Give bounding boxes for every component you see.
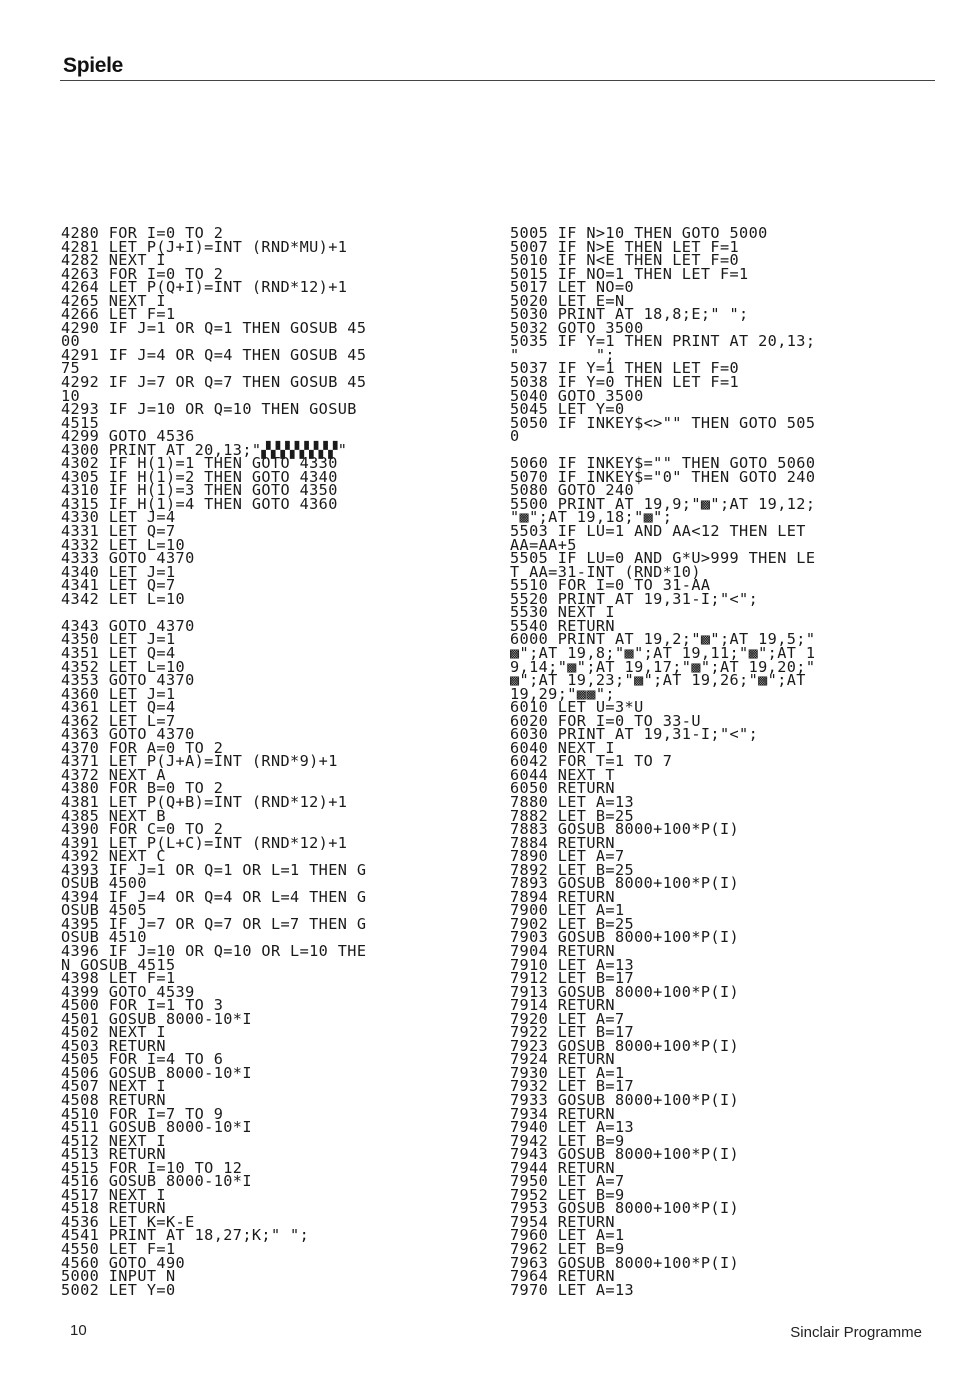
code-line: 7930 LET A=1 bbox=[510, 1063, 625, 1082]
code-line: 4502 NEXT I bbox=[61, 1023, 166, 1042]
code-line: 10 bbox=[61, 386, 81, 405]
code-line: 4330 LET J=4 bbox=[61, 508, 176, 527]
code-line: 5002 LET Y=0 bbox=[61, 1280, 176, 1299]
code-line: 7964 RETURN bbox=[510, 1267, 615, 1286]
code-line: 7914 RETURN bbox=[510, 996, 615, 1015]
code-line: 7954 RETURN bbox=[510, 1212, 615, 1231]
code-line: 7924 RETURN bbox=[510, 1050, 615, 1069]
code-line: 4560 GOTO 490 bbox=[61, 1253, 186, 1272]
code-line: 4380 FOR B=0 TO 2 bbox=[61, 779, 224, 798]
code-line: 7900 LET A=1 bbox=[510, 901, 625, 920]
code-line: 4343 GOTO 4370 bbox=[61, 616, 195, 635]
code-line: 5020 LET E=N bbox=[510, 291, 625, 310]
code-line: 5505 IF LU=0 AND G*U>999 THEN LE bbox=[510, 549, 816, 568]
code-line: 4506 GOSUB 8000-10*I bbox=[61, 1063, 252, 1082]
code-line: 7894 RETURN bbox=[510, 887, 615, 906]
code-line: 5005 IF N>10 THEN GOTO 5000 bbox=[510, 224, 768, 242]
code-line: 4340 LET J=1 bbox=[61, 562, 176, 581]
code-line: 4391 LET P(L+C)=INT (RND*12)+1 bbox=[61, 833, 348, 852]
code-line: 4372 NEXT A bbox=[61, 765, 166, 784]
code-line: 4501 GOSUB 8000-10*I bbox=[61, 1009, 252, 1028]
code-line: T AA=31-INT (RND*10) bbox=[510, 562, 701, 581]
code-line: 5007 IF N>E THEN LET F=1 bbox=[510, 237, 740, 256]
code-line: 4516 GOSUB 8000-10*I bbox=[61, 1172, 252, 1191]
code-line: 7910 LET A=13 bbox=[510, 955, 635, 974]
code-line: 7890 LET A=7 bbox=[510, 847, 625, 866]
code-line: 4550 LET F=1 bbox=[61, 1240, 176, 1259]
code-line: 7953 GOSUB 8000+100*P(I) bbox=[510, 1199, 740, 1218]
code-line: 6040 NEXT I bbox=[510, 738, 615, 757]
code-line: 5080 GOTO 240 bbox=[510, 481, 635, 500]
code-line: 7943 GOSUB 8000+100*P(I) bbox=[510, 1145, 740, 1164]
code-line: AA=AA+5 bbox=[510, 535, 577, 554]
code-line: 7902 LET B=25 bbox=[510, 914, 635, 933]
code-line: 4381 LET P(Q+B)=INT (RND*12)+1 bbox=[61, 792, 348, 811]
code-line: 7934 RETURN bbox=[510, 1104, 615, 1123]
code-line: 4331 LET Q=7 bbox=[61, 522, 176, 541]
code-line: 4536 LET K=K-E bbox=[61, 1212, 195, 1231]
code-line: 7963 GOSUB 8000+100*P(I) bbox=[510, 1253, 740, 1272]
code-line: 5540 RETURN bbox=[510, 616, 615, 635]
code-line: 4541 PRINT AT 18,27;K;" "; bbox=[61, 1226, 310, 1245]
header-rule bbox=[60, 80, 935, 81]
code-line: 4385 NEXT B bbox=[61, 806, 166, 825]
code-line: 6000 PRINT AT 19,2;"▩";AT 19,5;" bbox=[510, 630, 816, 649]
code-line: 5510 FOR I=0 TO 31-AA bbox=[510, 576, 711, 595]
code-line: 4361 LET Q=4 bbox=[61, 698, 176, 717]
code-line: 4508 RETURN bbox=[61, 1091, 166, 1109]
code-line: 6050 RETURN bbox=[510, 779, 615, 798]
code-line: 4290 IF J=1 OR Q=1 THEN GOSUB 45 bbox=[61, 318, 367, 337]
code-line: 5045 LET Y=0 bbox=[510, 400, 625, 419]
code-line: 4350 LET J=1 bbox=[61, 630, 176, 649]
code-line: 4264 LET P(Q+I)=INT (RND*12)+1 bbox=[61, 278, 348, 297]
code-line: 4332 LET L=10 bbox=[61, 535, 186, 554]
code-line: 4390 FOR C=0 TO 2 bbox=[61, 820, 224, 839]
code-line: 5037 IF Y=1 THEN LET F=0 bbox=[510, 359, 740, 378]
code-line: 4310 IF H(1)=3 THEN GOTO 4350 bbox=[61, 481, 338, 500]
code-line: 7903 GOSUB 8000+100*P(I) bbox=[510, 928, 740, 947]
code-line: 5030 PRINT AT 18,8;E;" "; bbox=[510, 305, 749, 324]
code-line: 4353 GOTO 4370 bbox=[61, 671, 195, 690]
code-line: 4398 LET F=1 bbox=[61, 969, 176, 988]
code-line: 5060 IF INKEY$="" THEN GOTO 5060 bbox=[510, 454, 816, 473]
code-line: 4352 LET L=10 bbox=[61, 657, 186, 676]
code-line: 4515 bbox=[61, 413, 100, 432]
code-line: 5500 PRINT AT 19,9;"▩";AT 19,12; bbox=[510, 494, 816, 513]
code-line: 5010 IF N<E THEN LET F=0 bbox=[510, 251, 740, 270]
code-line: N GOSUB 4515 bbox=[61, 955, 176, 974]
code-line: 7933 GOSUB 8000+100*P(I) bbox=[510, 1091, 740, 1109]
code-line: 4392 NEXT C bbox=[61, 847, 166, 866]
code-line: 4333 GOTO 4370 bbox=[61, 549, 195, 568]
code-line: 00 bbox=[61, 332, 81, 351]
code-line: ▩";AT 19,23;"▩";AT 19,26;"▩";AT bbox=[510, 671, 806, 690]
code-line: 7912 LET B=17 bbox=[510, 969, 635, 988]
code-line: 7882 LET B=25 bbox=[510, 806, 635, 825]
code-line: 7942 LET B=9 bbox=[510, 1131, 625, 1150]
code-line: 4299 GOTO 4536 bbox=[61, 427, 195, 446]
code-line: 4393 IF J=1 OR Q=1 OR L=1 THEN G bbox=[61, 860, 367, 879]
code-line: 7904 RETURN bbox=[510, 941, 615, 960]
code-line: 4282 NEXT I bbox=[61, 251, 166, 270]
code-line: 5503 IF LU=1 AND AA<12 THEN LET bbox=[510, 522, 806, 541]
code-line: 5015 IF NO=1 THEN LET F=1 bbox=[510, 264, 749, 283]
code-line: 7923 GOSUB 8000+100*P(I) bbox=[510, 1036, 740, 1055]
code-line: 7913 GOSUB 8000+100*P(I) bbox=[510, 982, 740, 1001]
code-line: " "; bbox=[510, 345, 615, 364]
code-line: 4363 GOTO 4370 bbox=[61, 725, 195, 744]
code-line: 4280 FOR I=0 TO 2 bbox=[61, 224, 224, 242]
code-line: 4399 GOTO 4539 bbox=[61, 982, 195, 1001]
code-line: 7950 LET A=7 bbox=[510, 1172, 625, 1191]
code-line: 7922 LET B=17 bbox=[510, 1023, 635, 1042]
code-line: 5520 PRINT AT 19,31-I;"<"; bbox=[510, 589, 759, 608]
code-line: 4507 NEXT I bbox=[61, 1077, 166, 1096]
code-line: 7892 LET B=25 bbox=[510, 860, 635, 879]
code-line: 19,29;"▩▩"; bbox=[510, 684, 615, 703]
code-line: ▩";AT 19,8;"▩";AT 19,11;"▩";AT 1 bbox=[510, 643, 816, 662]
code-line: 4370 FOR A=0 TO 2 bbox=[61, 738, 224, 757]
publication-name: Sinclair Programme bbox=[790, 1324, 922, 1341]
listing-right-column bbox=[510, 224, 816, 1299]
code-line: 4360 LET J=1 bbox=[61, 684, 176, 703]
code-line: 7893 GOSUB 8000+100*P(I) bbox=[510, 874, 740, 893]
code-line: 4263 FOR I=0 TO 2 bbox=[61, 264, 224, 283]
code-line: 4371 LET P(J+A)=INT (RND*9)+1 bbox=[61, 752, 338, 771]
code-line: 4515 FOR I=10 TO 12 bbox=[61, 1158, 243, 1177]
code-line: 4513 RETURN bbox=[61, 1145, 166, 1164]
code-line: 4362 LET L=7 bbox=[61, 711, 176, 730]
code-line: 6030 PRINT AT 19,31-I;"<"; bbox=[510, 725, 759, 744]
code-line: 4342 LET L=10 bbox=[61, 589, 186, 608]
code-line: 5530 NEXT I bbox=[510, 603, 615, 622]
code-line: 6010 LET U=3*U bbox=[510, 698, 644, 717]
code-line: 5017 LET NO=0 bbox=[510, 278, 635, 297]
code-line: 4293 IF J=10 OR Q=10 THEN GOSUB bbox=[61, 400, 357, 419]
code-line: 7952 LET B=9 bbox=[510, 1185, 625, 1204]
code-line: 0 bbox=[510, 427, 520, 446]
code-line: 7880 LET A=13 bbox=[510, 792, 635, 811]
code-line: 4500 FOR I=1 TO 3 bbox=[61, 996, 224, 1015]
code-line: 4518 RETURN bbox=[61, 1199, 166, 1218]
code-line: 7940 LET A=13 bbox=[510, 1118, 635, 1137]
code-line: 7932 LET B=17 bbox=[510, 1077, 635, 1096]
code-line: 4505 FOR I=4 TO 6 bbox=[61, 1050, 224, 1069]
code-line: 6044 NEXT T bbox=[510, 765, 615, 784]
code-line: 7920 LET A=7 bbox=[510, 1009, 625, 1028]
code-line: 9,14;"▩";AT 19,17;"▩";AT 19,20;" bbox=[510, 657, 816, 676]
code-line: OSUB 4505 bbox=[61, 901, 147, 920]
code-line: 5070 IF INKEY$="0" THEN GOTO 240 bbox=[510, 467, 816, 486]
code-line: 75 bbox=[61, 359, 81, 378]
code-line: 4265 NEXT I bbox=[61, 291, 166, 310]
code-line: 4351 LET Q=4 bbox=[61, 643, 176, 662]
code-line: 7960 LET A=1 bbox=[510, 1226, 625, 1245]
code-line: OSUB 4500 bbox=[61, 874, 147, 893]
page-header-title: Spiele bbox=[63, 54, 124, 77]
code-line: 4512 NEXT I bbox=[61, 1131, 166, 1150]
code-line: 4292 IF J=7 OR Q=7 THEN GOSUB 45 bbox=[61, 373, 367, 392]
code-line: 4315 IF H(1)=4 THEN GOTO 4360 bbox=[61, 494, 338, 513]
code-line: 5035 IF Y=1 THEN PRINT AT 20,13; bbox=[510, 332, 816, 351]
code-line: 4394 IF J=4 OR Q=4 OR L=4 THEN G bbox=[61, 887, 367, 906]
code-line: 4511 GOSUB 8000-10*I bbox=[61, 1118, 252, 1137]
code-line: 4395 IF J=7 OR Q=7 OR L=7 THEN G bbox=[61, 914, 367, 933]
code-line: 7962 LET B=9 bbox=[510, 1240, 625, 1259]
code-line: 7944 RETURN bbox=[510, 1158, 615, 1177]
code-line: 6042 FOR T=1 TO 7 bbox=[510, 752, 673, 771]
code-line: 4300 PRINT AT 20,13;"▞▞▞▞▞▞▞▞" bbox=[61, 440, 348, 459]
code-line: 5000 INPUT N bbox=[61, 1267, 176, 1286]
code-line: 5050 IF INKEY$<>"" THEN GOTO 505 bbox=[510, 413, 816, 432]
code-line: 5040 GOTO 3500 bbox=[510, 386, 644, 405]
code-line: 7970 LET A=13 bbox=[510, 1280, 635, 1299]
code-line: 4302 IF H(1)=1 THEN GOTO 4330 bbox=[61, 454, 338, 473]
code-line: "▩";AT 19,18;"▩"; bbox=[510, 508, 673, 527]
page-number: 10 bbox=[70, 1322, 87, 1339]
code-line: 4281 LET P(J+I)=INT (RND*MU)+1 bbox=[61, 237, 348, 256]
code-line: 4396 IF J=10 OR Q=10 OR L=10 THE bbox=[61, 941, 367, 960]
code-line: 7883 GOSUB 8000+100*P(I) bbox=[510, 820, 740, 839]
listing-left-column bbox=[61, 224, 367, 1299]
code-line: 4266 LET F=1 bbox=[61, 305, 176, 324]
code-line: 4503 RETURN bbox=[61, 1036, 166, 1055]
code-line: 4305 IF H(1)=2 THEN GOTO 4340 bbox=[61, 467, 338, 486]
code-line: 5038 IF Y=0 THEN LET F=1 bbox=[510, 373, 740, 392]
code-line: 4517 NEXT I bbox=[61, 1185, 166, 1204]
code-line: 7884 RETURN bbox=[510, 833, 615, 852]
code-line: 4510 FOR I=7 TO 9 bbox=[61, 1104, 224, 1123]
code-line: 4291 IF J=4 OR Q=4 THEN GOSUB 45 bbox=[61, 345, 367, 364]
code-line: 5032 GOTO 3500 bbox=[510, 318, 644, 337]
code-line: OSUB 4510 bbox=[61, 928, 147, 947]
code-line: 6020 FOR I=0 TO 33-U bbox=[510, 711, 701, 730]
code-line: 4341 LET Q=7 bbox=[61, 576, 176, 595]
